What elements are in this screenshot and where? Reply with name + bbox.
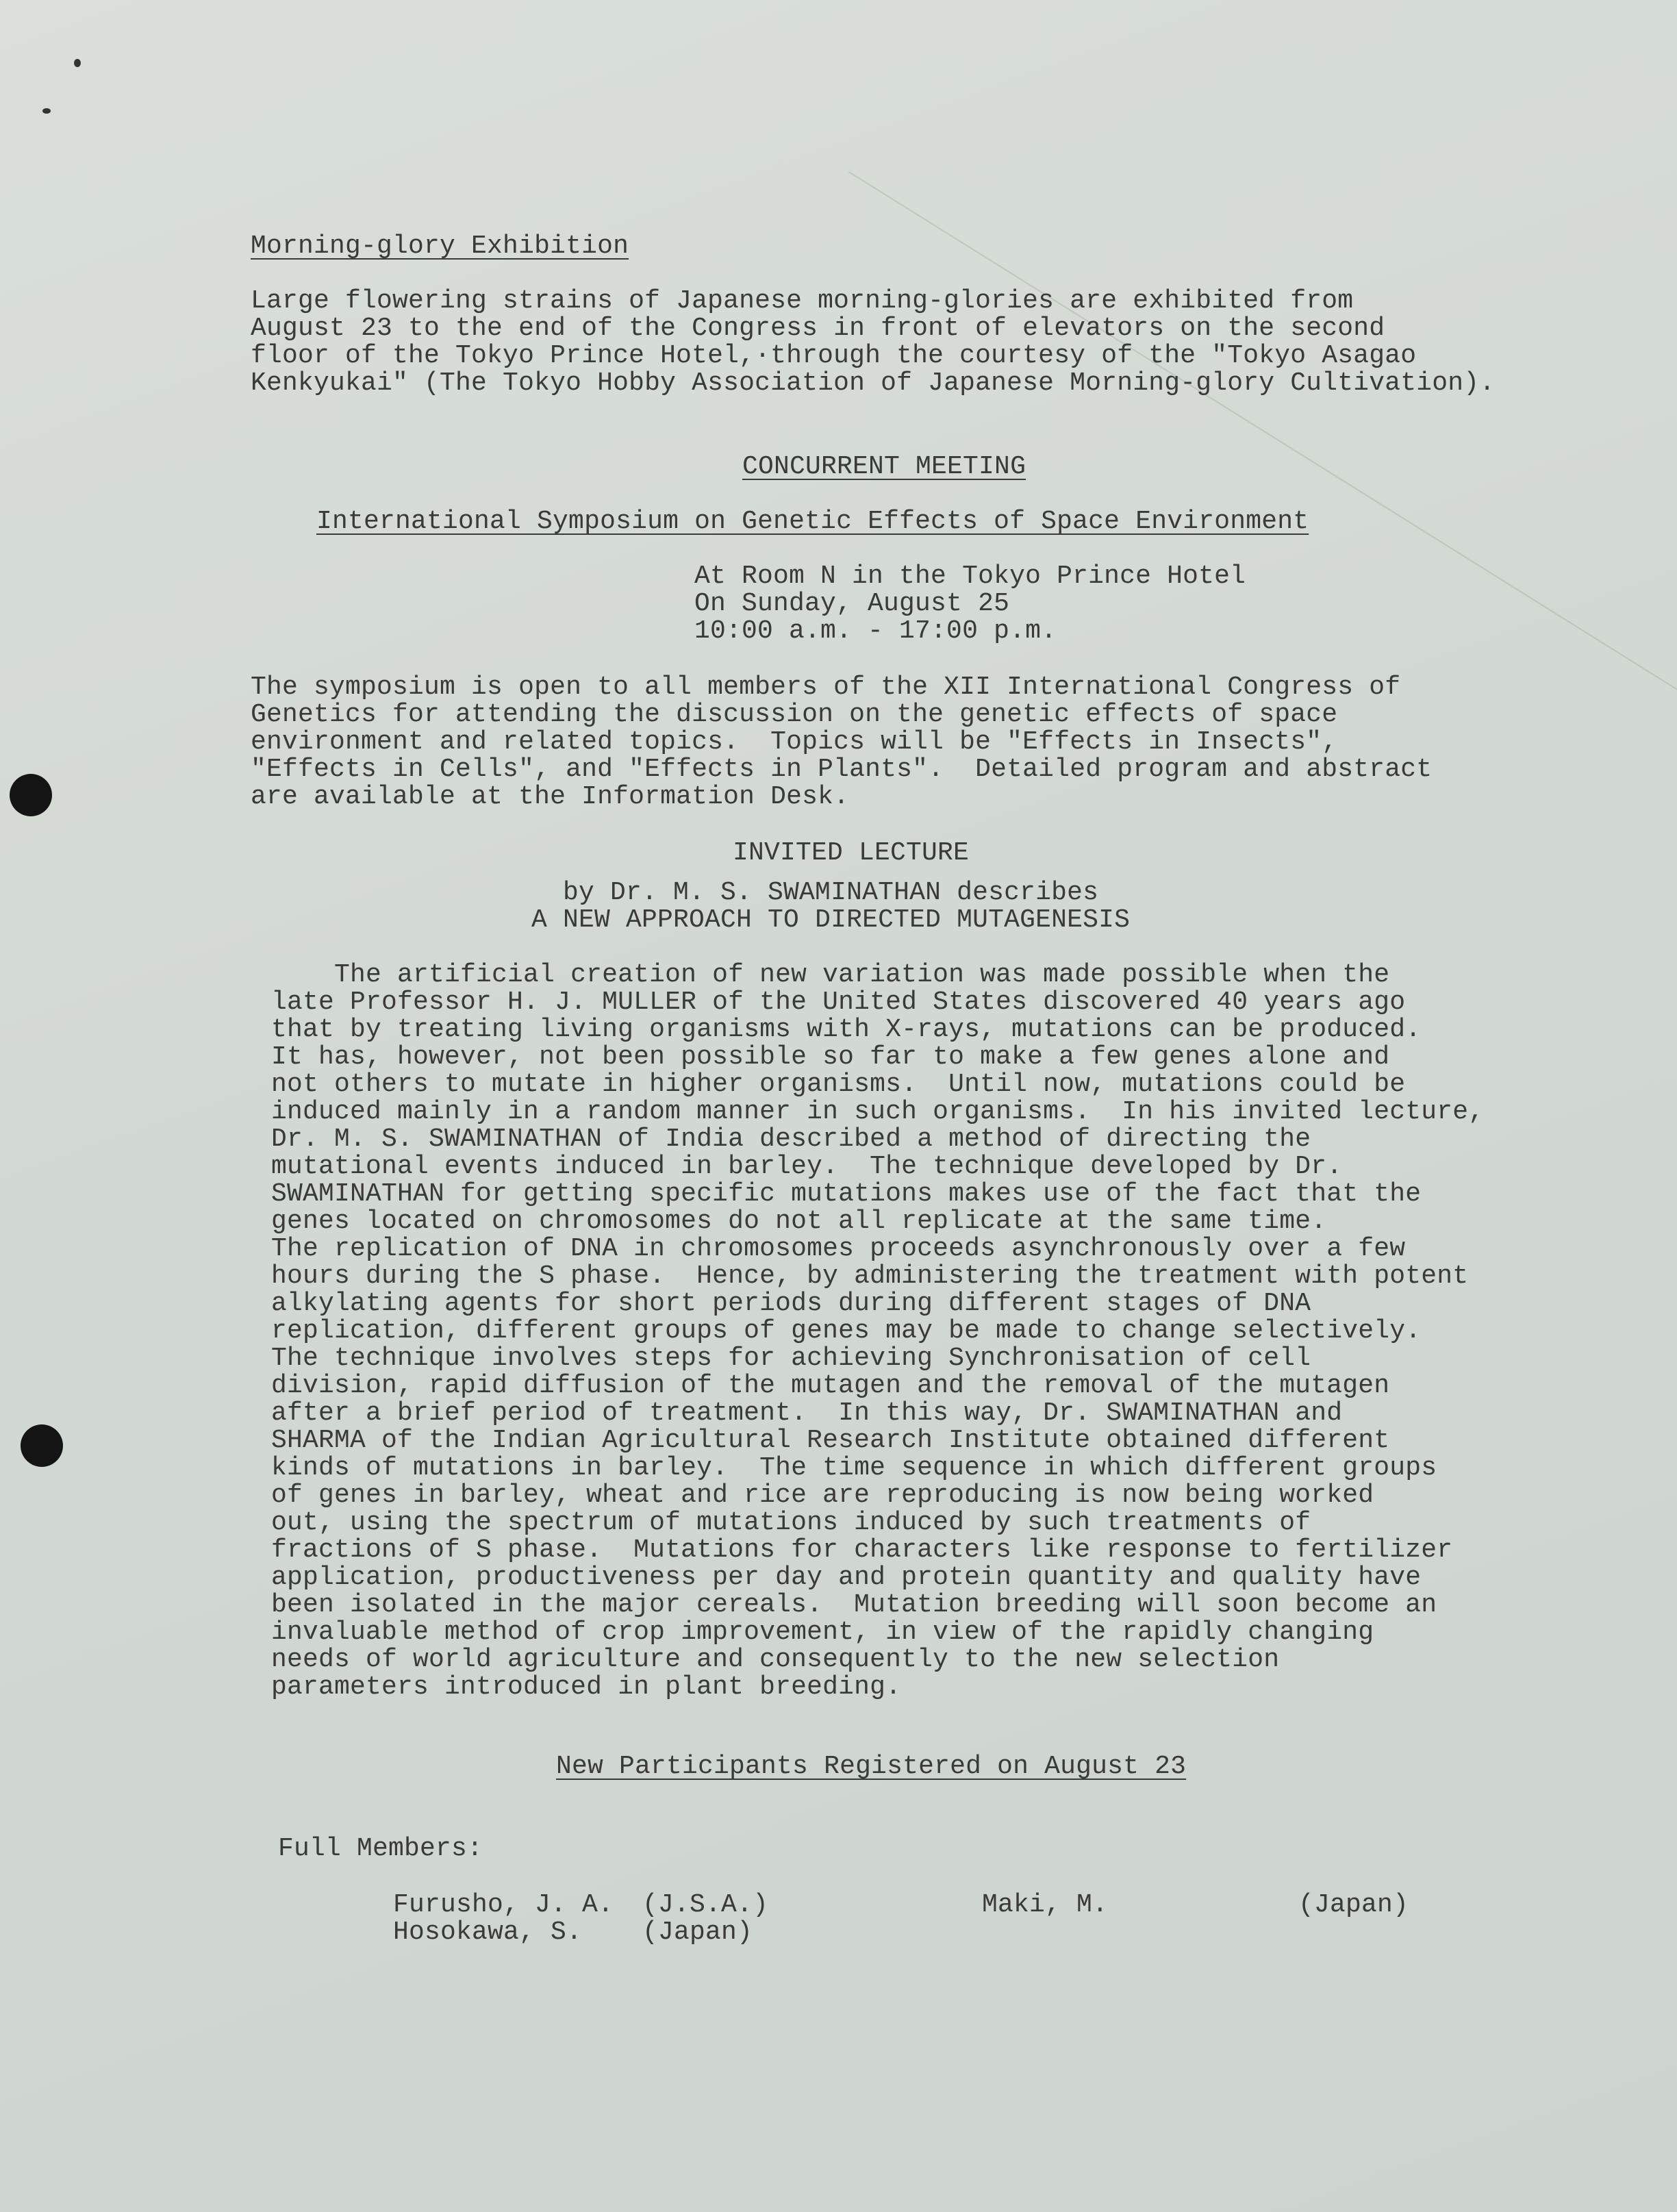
lecture-line: SWAMINATHAN for getting specific mutations makes use of the fact that the	[271, 1179, 1422, 1209]
lecture-line: The artificial creation of new variation was made possible when the	[271, 960, 1390, 990]
participants-category: Full Members:	[278, 1834, 483, 1863]
paper-speck	[74, 59, 81, 67]
participant-country: (Japan)	[1298, 1890, 1409, 1920]
participant-country: (J.S.A.)	[642, 1890, 769, 1920]
lecture-line: application, productiveness per day and protein quantity and quality have	[271, 1563, 1422, 1592]
concurrent-heading: CONCURRENT MEETING	[742, 452, 1026, 481]
lecture-line: induced mainly in a random manner in such organisms. In his invited lecture,	[271, 1097, 1485, 1127]
symposium-line: are available at the Information Desk.	[251, 782, 850, 812]
participants-heading: New Participants Registered on August 23	[556, 1752, 1187, 1781]
lecture-line: mutational events induced in barley. The technique developed by Dr.	[271, 1152, 1343, 1181]
lecture-line: The technique involves steps for achieving Synchronisation of cell	[271, 1344, 1311, 1373]
symposium-line: environment and related topics. Topics will be "Effects in Insects",	[251, 727, 1338, 757]
lecture-line: that by treating living organisms with X-rays, mutations can be produced.	[271, 1015, 1422, 1044]
participant-name: Furusho, J. A.	[393, 1890, 614, 1920]
lecture-line: been isolated in the major cereals. Mutation breeding will soon become an	[271, 1590, 1437, 1620]
lecture-line: SHARMA of the Indian Agricultural Research Institute obtained different	[271, 1426, 1390, 1455]
symposium-title: International Symposium on Genetic Effects of Space Environment	[316, 507, 1309, 536]
lecture-line: genes located on chromosomes do not all replicate at the same time.	[271, 1207, 1327, 1236]
lecture-line: after a brief period of treatment. In this way, Dr. SWAMINATHAN and	[271, 1398, 1343, 1428]
lecture-line: needs of world agriculture and consequently to the new selection	[271, 1645, 1280, 1674]
participant-name: Hosokawa, S.	[393, 1918, 583, 1947]
lecture-line: invaluable method of crop improvement, in view of the rapidly changing	[271, 1618, 1374, 1647]
symposium-line: "Effects in Cells", and "Effects in Plants". Detailed program and abstract	[251, 755, 1433, 784]
lecture-line: It has, however, not been possible so far to make a few genes alone and	[271, 1042, 1390, 1072]
lecture-line: of genes in barley, wheat and rice are reproducing is now being worked	[271, 1481, 1374, 1510]
exhibition-heading: Morning-glory Exhibition	[251, 231, 629, 261]
lecture-line: late Professor H. J. MULLER of the United States discovered 40 years ago	[271, 988, 1406, 1017]
participant-country: (Japan)	[642, 1918, 753, 1947]
lecture-subtitle: A NEW APPROACH TO DIRECTED MUTAGENESIS	[531, 905, 1131, 935]
symposium-detail: On Sunday, August 25	[694, 589, 1010, 618]
lecture-line: fractions of S phase. Mutations for characters like response to fertilizer	[271, 1535, 1453, 1565]
lecture-line: parameters introduced in plant breeding.	[271, 1672, 902, 1702]
lecture-line: Dr. M. S. SWAMINATHAN of India described a method of directing the	[271, 1124, 1311, 1154]
lecture-line: kinds of mutations in barley. The time sequence in which different groups	[271, 1453, 1437, 1483]
symposium-line: The symposium is open to all members of the XII International Congress of	[251, 673, 1401, 702]
participant-name: Maki, M.	[982, 1890, 1109, 1920]
exhibition-line: floor of the Tokyo Prince Hotel,·through the courtesy of the "Tokyo Asagao	[251, 341, 1417, 370]
lecture-line: not others to mutate in higher organisms. Until now, mutations could be	[271, 1070, 1406, 1099]
lecture-line: The replication of DNA in chromosomes proceeds asynchronously over a few	[271, 1234, 1406, 1264]
exhibition-line: Kenkyukai" (The Tokyo Hobby Association of Japanese Morning-glory Cultivation).	[251, 368, 1496, 398]
lecture-line: out, using the spectrum of mutations induced by such treatments of	[271, 1508, 1311, 1537]
symposium-detail: At Room N in the Tokyo Prince Hotel	[694, 562, 1246, 591]
lecture-subtitle: by Dr. M. S. SWAMINATHAN describes	[563, 878, 1099, 907]
symposium-line: Genetics for attending the discussion on the genetic effects of space	[251, 700, 1338, 729]
symposium-detail: 10:00 a.m. - 17:00 p.m.	[694, 616, 1057, 646]
lecture-line: division, rapid diffusion of the mutagen and the removal of the mutagen	[271, 1371, 1390, 1400]
punch-hole-bottom	[21, 1424, 63, 1467]
exhibition-line: August 23 to the end of the Congress in front of elevators on the second	[251, 314, 1385, 343]
lecture-heading: INVITED LECTURE	[733, 838, 970, 868]
punch-hole-top	[10, 774, 52, 816]
lecture-line: hours during the S phase. Hence, by administering the treatment with potent	[271, 1261, 1469, 1291]
exhibition-line: Large flowering strains of Japanese morning-glories are exhibited from	[251, 286, 1354, 316]
paper-speck	[42, 108, 51, 114]
lecture-line: replication, different groups of genes may be made to change selectively.	[271, 1316, 1422, 1346]
lecture-line: alkylating agents for short periods during different stages of DNA	[271, 1289, 1311, 1318]
